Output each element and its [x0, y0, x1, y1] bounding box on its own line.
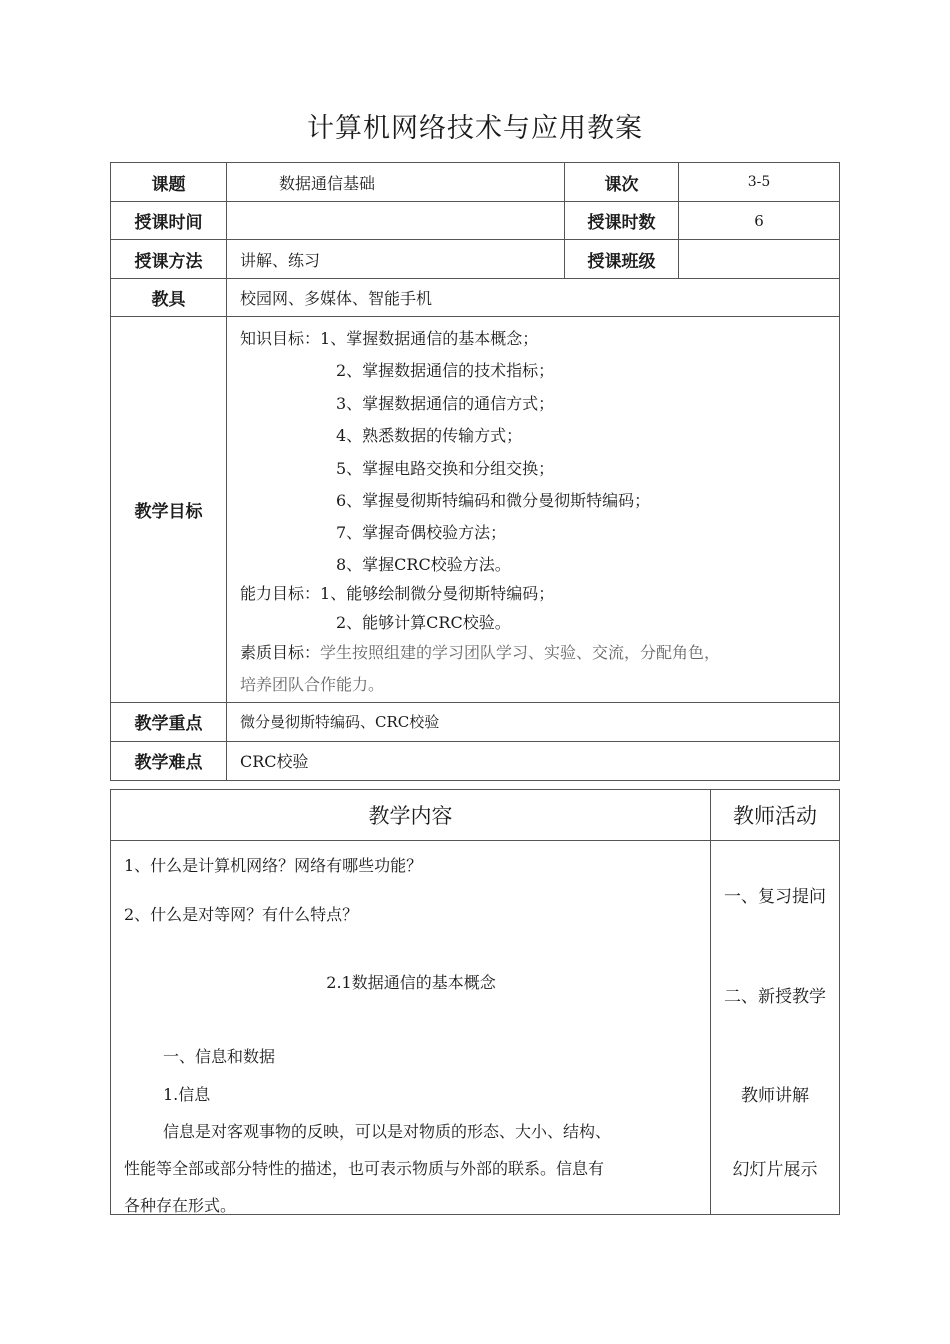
difficult-label: 教学难点 [111, 741, 227, 780]
knowledge-line-1 [240, 323, 839, 355]
key-value: 微分曼彻斯特编码、CRC校验 [227, 702, 840, 741]
ability-prefix: 能力目标： [240, 583, 321, 603]
tools-value: 校园网、多媒体、智能手机 [227, 279, 840, 317]
paragraph-line-2: 性能等全部或部分特性的描述，也可表示物质与外部的联系。信息有 [124, 1159, 605, 1178]
time-value [227, 202, 565, 240]
ability-item: 1、能够绘制微分曼彻斯特编码； [320, 583, 555, 603]
knowledge-item: 8、掌握CRC校验方法。 [336, 554, 511, 574]
knowledge-item: 5、掌握电路交换和分组交换； [336, 458, 555, 478]
row-method [111, 240, 840, 279]
content-body-row [111, 841, 840, 1215]
subheading-2: 1.信息 [163, 1085, 211, 1104]
knowledge-prefix: 知识目标： [240, 329, 321, 348]
hours-label: 授课时数 [565, 202, 679, 240]
class-value [679, 240, 840, 279]
quality-text: 学生按照组建的学习团队学习、实验、交流，分配角色， [320, 642, 721, 662]
key-label: 教学重点 [111, 702, 227, 741]
quality-prefix: 素质目标： [240, 642, 321, 662]
row-difficult [111, 741, 840, 780]
row-goals [111, 317, 840, 703]
method-value: 讲解、练习 [227, 240, 565, 279]
content-body [111, 841, 711, 1215]
knowledge-item: 2、掌握数据通信的技术指标； [336, 361, 555, 381]
activity-header: 教师活动 [711, 790, 840, 841]
tools-label: 教具 [111, 279, 227, 317]
activity-lecture: 教师讲解 [741, 1086, 809, 1106]
session-label: 课次 [565, 163, 679, 202]
row-key [111, 702, 840, 741]
hours-value: 6 [679, 202, 840, 240]
content-header-row [111, 790, 840, 841]
review-question-2: 2、什么是对等网？有什么特点？ [124, 905, 359, 924]
quality-line-1 [240, 637, 839, 669]
goals-label: 教学目标 [111, 317, 227, 703]
difficult-value: CRC校验 [227, 741, 840, 780]
content-header: 教学内容 [111, 790, 711, 841]
review-question-1: 1、什么是计算机网络？网络有哪些功能？ [124, 856, 423, 875]
knowledge-item: 3、掌握数据通信的通信方式； [336, 393, 555, 413]
ability-line-1 [240, 579, 839, 608]
activity-body [711, 841, 840, 1215]
topic-value: 数据通信基础 [227, 163, 565, 202]
paragraph-line-3: 各种存在形式。 [124, 1196, 237, 1215]
row-tools [111, 279, 840, 317]
quality-text-cont: 培养团队合作能力。 [240, 675, 385, 695]
subheading-1: 一、信息和数据 [163, 1047, 276, 1066]
row-time [111, 202, 840, 240]
session-value: 3-5 [679, 163, 840, 202]
class-label: 授课班级 [565, 240, 679, 279]
activity-slides: 幻灯片展示 [732, 1160, 818, 1180]
document-title: 计算机网络技术与应用教案 [307, 113, 643, 144]
ability-item: 2、能够计算CRC校验。 [336, 612, 511, 632]
activity-new-lesson: 二、新授教学 [724, 987, 826, 1007]
knowledge-item: 4、熟悉数据的传输方式； [336, 426, 523, 446]
time-label: 授课时间 [111, 202, 227, 240]
section-heading: 2.1数据通信的基本概念 [326, 973, 496, 992]
paragraph-line-1: 信息是对客观事物的反映，可以是对物质的形态、大小、结构、 [163, 1122, 612, 1141]
teaching-content-table [110, 789, 840, 1215]
lesson-info-table [110, 162, 840, 781]
knowledge-item: 1、掌握数据通信的基本概念； [320, 329, 539, 348]
activity-review: 一、复习提问 [724, 887, 826, 907]
goals-content [227, 317, 840, 703]
knowledge-item: 6、掌握曼彻斯特编码和微分曼彻斯特编码； [336, 490, 651, 510]
row-topic [111, 163, 840, 202]
knowledge-item: 7、掌握奇偶校验方法； [336, 523, 507, 543]
topic-label: 课题 [111, 163, 227, 202]
method-label: 授课方法 [111, 240, 227, 279]
